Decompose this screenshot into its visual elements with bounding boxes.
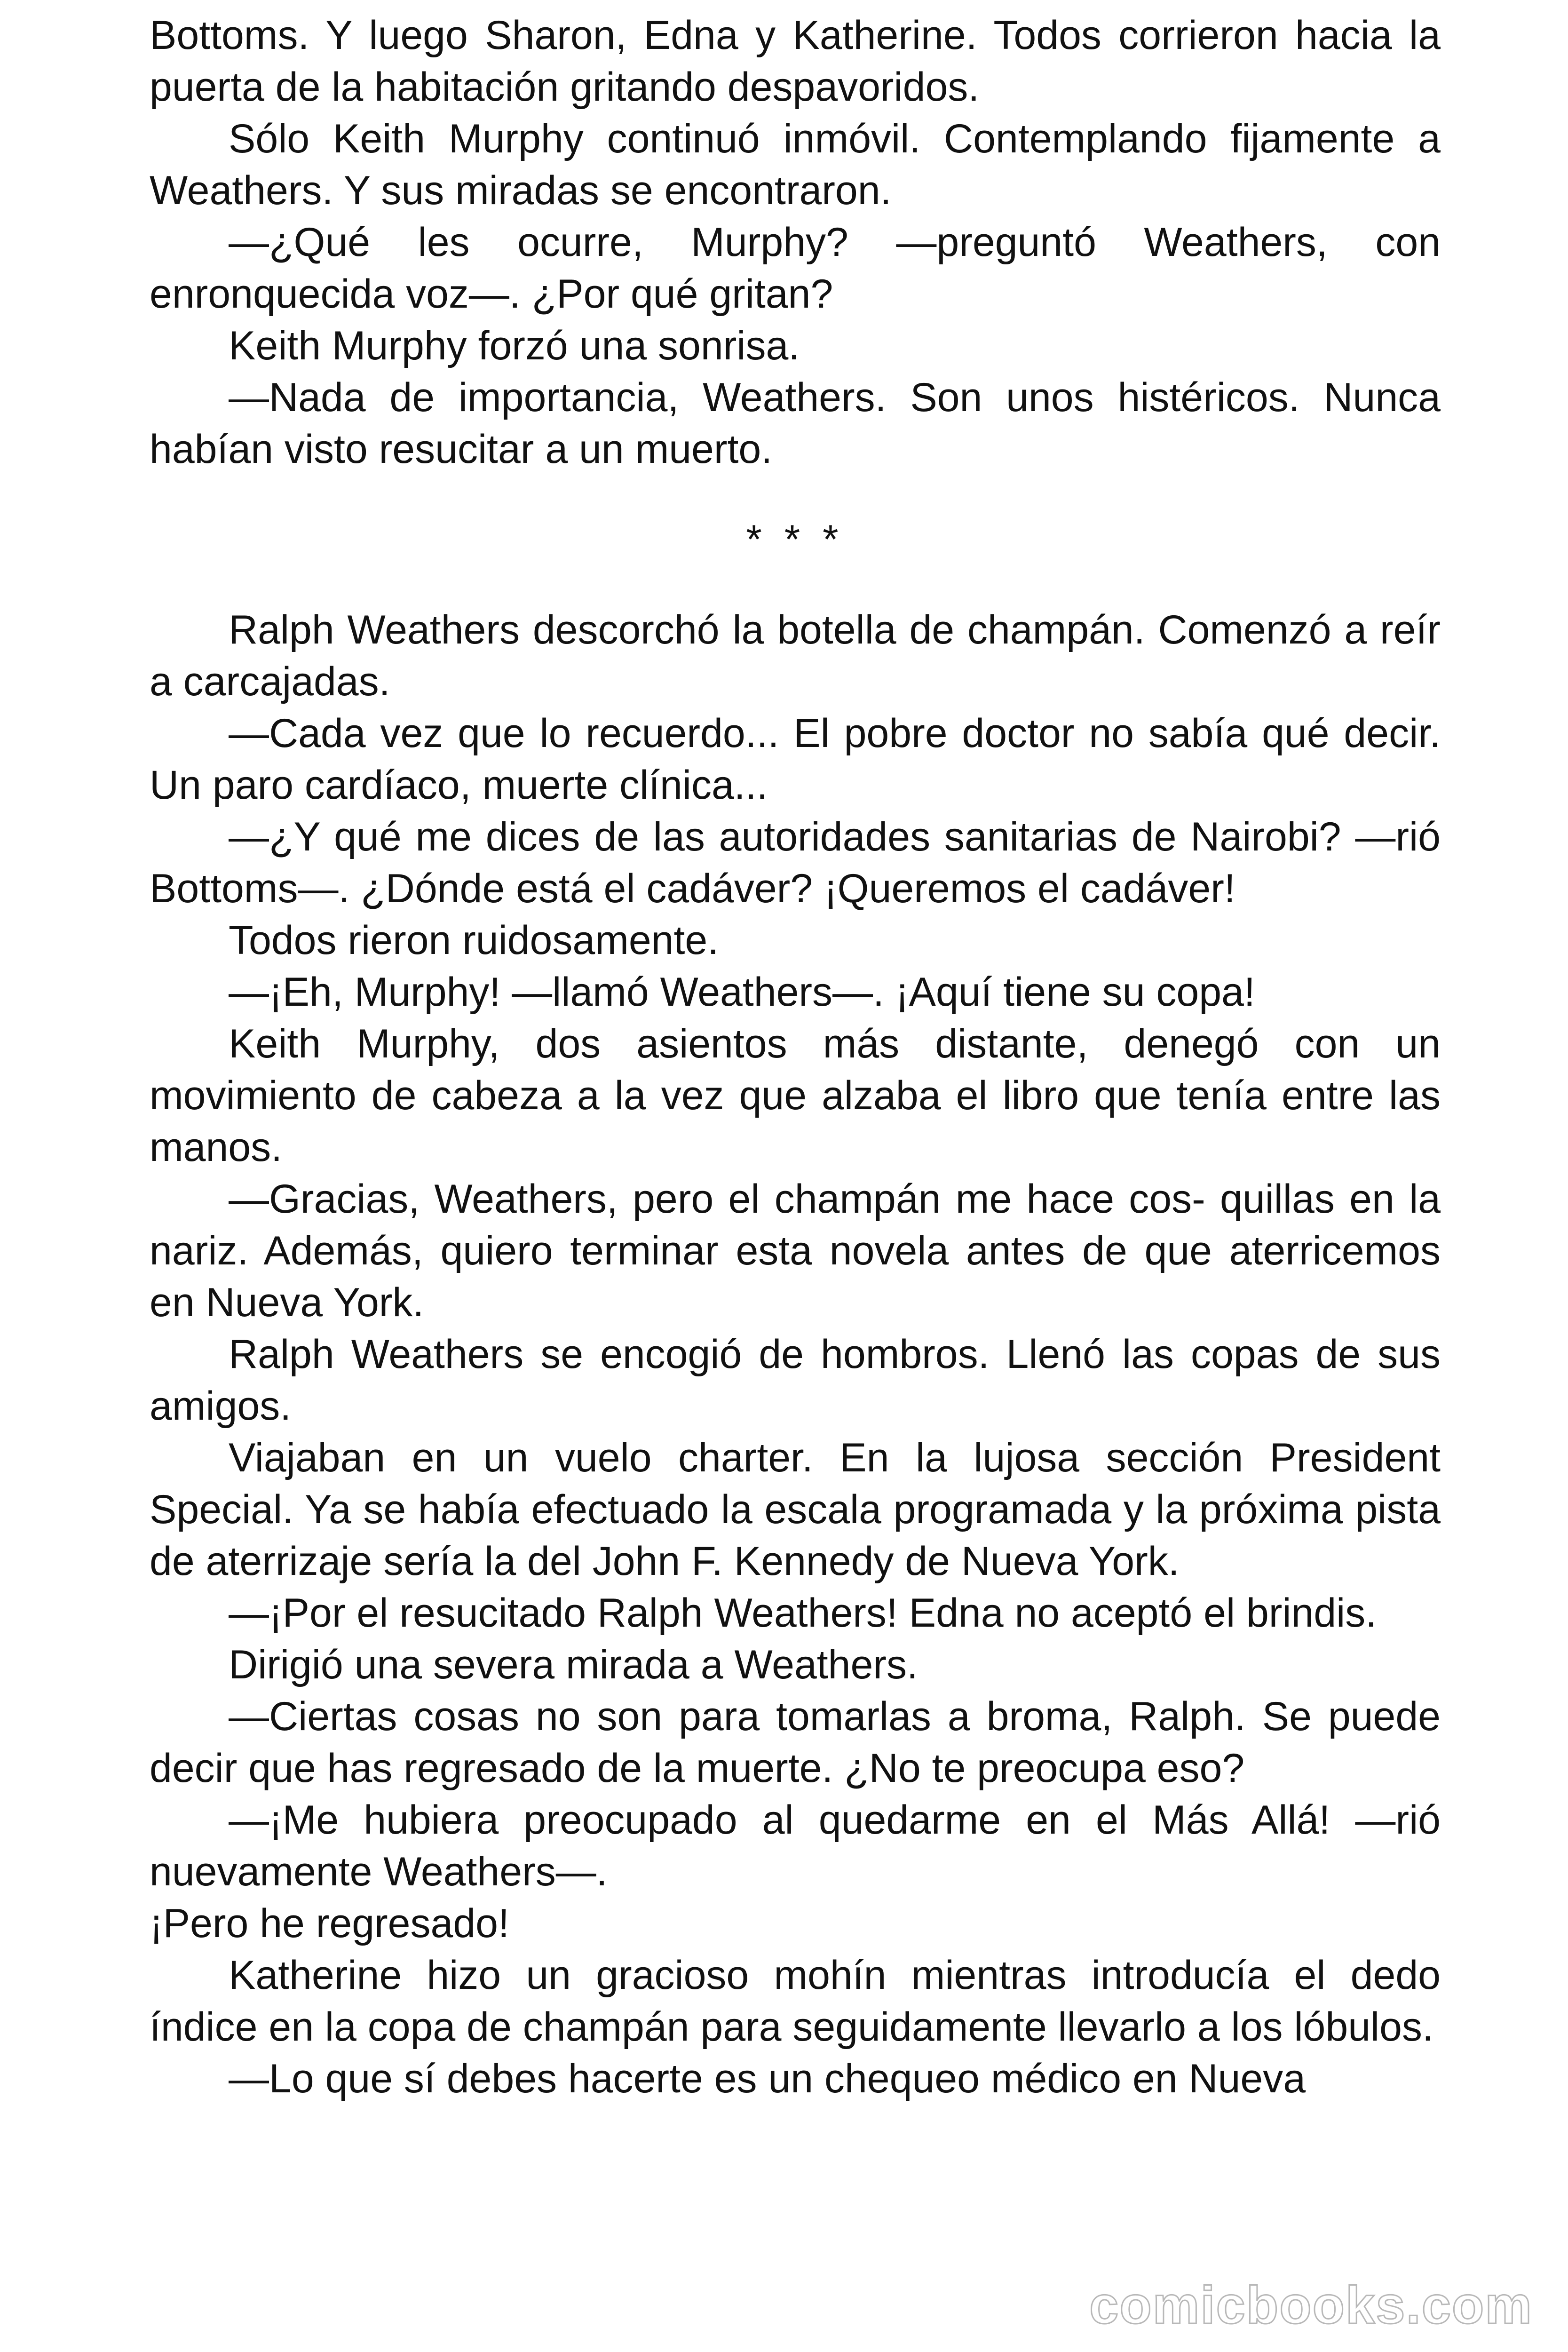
- paragraph: Bottoms. Y luego Sharon, Edna y Katherine. Todos corrieron hacia la puerta de la habitación gritando despavoridos.: [150, 13, 1441, 110]
- paragraph: Todos rieron ruidosamente.: [229, 918, 719, 963]
- paragraph: —Gracias, Weathers, pero el champán me hace cos- quillas en la nariz. Además, quiero terminar esta novela antes de que aterricemos en Nueva York.: [150, 1176, 1441, 1325]
- paragraph: ¡Pero he regresado!: [150, 1901, 509, 1946]
- paragraph: Ralph Weathers se encogió de hombros. Llenó las copas de sus amigos.: [150, 1332, 1441, 1429]
- paragraph: Viajaban en un vuelo charter. En la lujosa sección President Special. Ya se había efectuado la escala programada y la próxima pista de aterrizaje sería la del John F. Kennedy de Nueva York.: [150, 1435, 1441, 1584]
- page-body: [150, 9, 1441, 2105]
- section-two: [150, 604, 1441, 2105]
- paragraph: —Lo que sí debes hacerte es un chequeo médico en Nueva: [229, 2056, 1306, 2101]
- watermark: comicbooks.com: [1089, 2276, 1533, 2335]
- section-one: [150, 9, 1441, 475]
- paragraph: Dirigió una severa mirada a Weathers.: [229, 1642, 918, 1687]
- paragraph: Katherine hizo un gracioso mohín mientras introducía el dedo índice en la copa de champán para seguidamente llevarlo a los lóbulos.: [150, 1953, 1441, 2050]
- paragraph: —Ciertas cosas no son para tomarlas a broma, Ralph. Se puede decir que has regresado de la muerte. ¿No te preocupa eso?: [150, 1694, 1441, 1791]
- paragraph: —Nada de importancia, Weathers. Son unos histéricos. Nunca habían visto resucitar a un muerto.: [150, 375, 1441, 472]
- paragraph: Keith Murphy, dos asientos más distante, denegó con un movimiento de cabeza a la vez que alzaba el libro que tenía entre las manos.: [150, 1021, 1441, 1170]
- paragraph: Sólo Keith Murphy continuó inmóvil. Contemplando fijamente a Weathers. Y sus miradas se encontraron.: [150, 116, 1441, 213]
- paragraph: —Cada vez que lo recuerdo... El pobre doctor no sabía qué decir. Un paro cardíaco, muerte clínica...: [150, 711, 1441, 808]
- section-separator: * * *: [746, 517, 844, 562]
- paragraph: —¡Eh, Murphy! —llamó Weathers—. ¡Aquí tiene su copa!: [229, 969, 1255, 1015]
- paragraph: —¿Qué les ocurre, Murphy? —preguntó Weathers, con enronquecida voz—. ¿Por qué gritan?: [150, 220, 1441, 317]
- paragraph: —¿Y qué me dices de las autoridades sanitarias de Nairobi? —rió Bottoms—. ¿Dónde está el cadáver? ¡Queremos el cadáver!: [150, 814, 1441, 911]
- paragraph: —¡Me hubiera preocupado al quedarme en el Más Allá! —rió nuevamente Weathers—.: [150, 1797, 1441, 1894]
- paragraph: Keith Murphy forzó una sonrisa.: [229, 323, 800, 368]
- paragraph: Ralph Weathers descorchó la botella de champán. Comenzó a reír a carcajadas.: [150, 607, 1441, 704]
- paragraph: —¡Por el resucitado Ralph Weathers! Edna no aceptó el brindis.: [229, 1590, 1377, 1636]
